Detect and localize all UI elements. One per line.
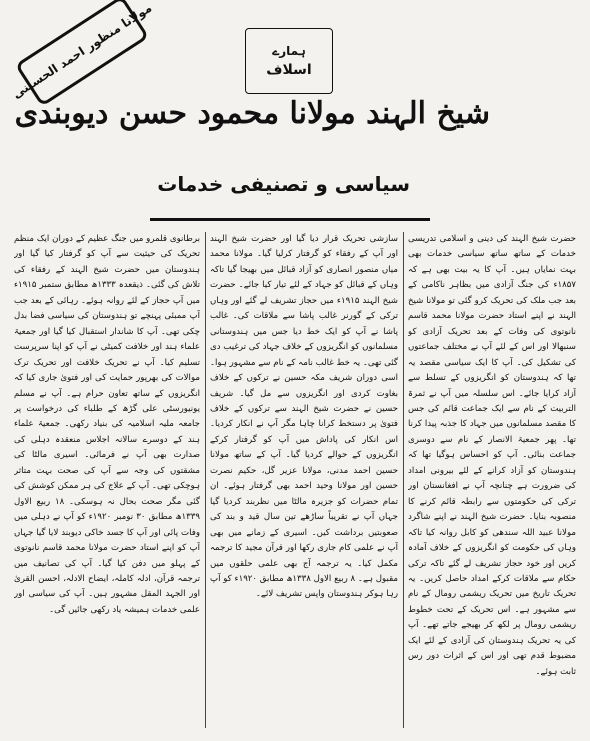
column-text: حضرت شیخ الہند کی دینی و اسلامی تدریسی خدمات کے ساتھ ساتھ سیاسی خدمات بھی بہت نمایاں ہیں۔ آپ کا یہ بیت بھی ہے کہ ۱۸۵۷ء کی جنگ آزادی میں بظاہر ناکامی کے بعد جب ملک کی تحریک کرو گئی تو مولانا شیخ الہند نے اپنے استاد حضرت مولانا محمد قاسم نانوتوی کی وفات کے بعد تحریک آزادی کو سنبھالا اور اس کے لئے آپ نے مختلف جماعتوں کی تشکیل کی۔ آپ کا ایک سیاسی مقصد یہ تھا کہ ہندوستان کو انگریزوں کے تسلط سے آزاد کرایا جائے۔ اس سلسلہ میں آپ نے ثمرۃ التربیت کے نام سے ایک جماعت قائم کی جس کا مقصد مسلمانوں میں جہاد کا جذبہ پیدا کرنا تھا۔ پھر جمعیۃ الانصار کے نام سے دوسری جماعت بنائی۔ آپ کو احساس ہوگیا تھا کہ ہندوستان کو آزاد کرانے کے لئے بیرونی امداد کی ضرورت ہے چنانچہ آپ نے افغانستان اور ترکی کی حکومتوں سے رابطہ قائم کرنے کا منصوبہ بنایا۔ حضرت شیخ الہند نے اپنے شاگرد مولانا عبید اللہ سندھی کو کابل روانہ کیا تاکہ وہاں کی حکومت کو انگریزوں کے خلاف آمادہ کریں اور خود حجاز تشریف لے گئے تاکہ ترکی حکام سے ملاقات کرکے امداد حاصل کریں۔ یہ تحریک تاریخ میں تحریک ریشمی رومال کے نام سے مشہور ہے۔ اس تحریک کے تحت خطوط ریشمی رومال پر لکھ کر بھیجے جاتے تھے۔ آپ کی یہ تحریک ہندوستان کی آزادی کے لئے ایک مضبوط قدم تھی اور اس کے اثرات دور رس ثابت ہوئے۔ [408, 234, 576, 677]
column-divider [205, 232, 206, 728]
column-text: سازشی تحریک قرار دیا گیا اور حضرت شیخ الہند اور آپ کے رفقاء کو گرفتار کرلیا گیا۔ مولانا محمد میاں منصور انصاری کو آزاد قبائل میں بھیجا گیا تاکہ وہاں کے قبائل کو جہاد کے لئے تیار کیا جائے۔ حضرت شیخ الہند ۱۹۱۵ء میں حجاز تشریف لے گئے اور وہاں ترکی کے گورنر غالب پاشا سے ملاقات کی۔ غالب پاشا نے آپ کو ایک خط دیا جس میں ہندوستانی مسلمانوں کو انگریزوں کے خلاف جہاد کی ترغیب دی گئی تھی۔ یہ خط غالب نامہ کے نام سے مشہور ہوا۔ اسی دوران شریف مکہ حسین نے ترکوں کے خلاف بغاوت کردی اور انگریزوں سے مل گیا۔ شریف حسین نے حضرت شیخ الہند سے ترکوں کے خلاف فتویٰ پر دستخط کرانا چاہا مگر آپ نے انکار کردیا۔ اس انکار کی پاداش میں آپ کو گرفتار کرکے انگریزوں کے حوالے کردیا گیا۔ آپ کے ساتھ مولانا حسین احمد مدنی، مولانا عزیر گل، حکیم نصرت حسین اور مولانا وحید احمد بھی گرفتار ہوئے۔ ان تمام حضرات کو جزیرہ مالٹا میں نظربند کردیا گیا جہاں آپ نے تقریباً ساڑھے تین سال قید و بند کی صعوبتیں برداشت کیں۔ اسیری کے زمانے میں بھی آپ نے علمی کام جاری رکھا اور قرآن مجید کا ترجمہ مکمل کیا۔ یہ ترجمہ آج بھی علمی حلقوں میں مقبول ہے۔ ۸ ربیع الاول ۱۳۳۸ھ مطابق ۱۹۲۰ء کو آپ رہا ہوکر ہندوستان واپس تشریف لائے۔ [210, 234, 398, 600]
author-stamp-box [9, 0, 155, 107]
text-column-right [408, 232, 576, 728]
text-column-left [14, 232, 200, 728]
series-label-line2: اسلاف [266, 62, 312, 78]
title-rule [150, 218, 430, 221]
author-name: مولانا منظور احمد الحسینی [9, 0, 155, 102]
article-title: شیخ الہند مولانا محمود حسن دیوبندی [14, 96, 490, 131]
text-column-middle [210, 232, 398, 728]
series-label-box [245, 28, 333, 94]
author-stamp [9, 0, 155, 102]
article-subtitle: سیاسی و تصنیفی خدمات [157, 172, 410, 196]
column-text: برطانوی قلمرو میں جنگ عظیم کے دوران ایک منظم تحریک کی حیثیت سے آپ کو گرفتار کیا گیا اور ہندوستان میں حضرت شیخ الہند کے رفقاء کی تلاش کی گئی۔ ذیقعدہ ۱۳۳۳ھ مطابق ستمبر ۱۹۱۵ء میں آپ حجاز کے لئے روانہ ہوئے۔ رہائی کے بعد جب آپ ممبئی پہنچے تو ہندوستان کی سیاسی فضا بدل چکی تھی۔ آپ کا شاندار استقبال کیا گیا اور جمعیۃ علماء ہند اور خلافت کمیٹی نے آپ کو اپنا سرپرست تسلیم کیا۔ آپ نے تحریک خلافت اور تحریک ترک موالات کی بھرپور حمایت کی اور فتویٰ جاری کیا کہ انگریزوں کے ساتھ تعاون حرام ہے۔ آپ نے مسلم یونیورسٹی علی گڑھ کے طلباء کی درخواست پر جامعہ ملیہ اسلامیہ کی بنیاد رکھی۔ جمعیۃ علماء ہند کے دوسرے سالانہ اجلاس منعقدہ دہلی کی صدارت بھی آپ نے فرمائی۔ اسیری مالٹا کی مشقتوں کی وجہ سے آپ کی صحت بہت متاثر ہوچکی تھی۔ آپ کے علاج کی ہر ممکن کوشش کی گئی مگر صحت بحال نہ ہوسکی۔ ۱۸ ربیع الاول ۱۳۳۹ھ مطابق ۳۰ نومبر ۱۹۲۰ء کو آپ نے دہلی میں وفات پائی اور آپ کا جسد خاکی دیوبند لایا گیا جہاں آپ کو اپنے استاد حضرت مولانا محمد قاسم نانوتوی کے پہلو میں دفن کیا گیا۔ آپ کی تصانیف میں ترجمہ قرآن، ادلہ کاملہ، ایضاح الادلہ، احسن القریٰ اور الجہد المقل مشہور ہیں۔ آپ کی سیاسی اور علمی خدمات ہمیشہ یاد رکھی جائیں گی۔ [14, 234, 200, 615]
column-divider [403, 232, 404, 728]
series-label-line1: ہمارے [272, 44, 306, 58]
